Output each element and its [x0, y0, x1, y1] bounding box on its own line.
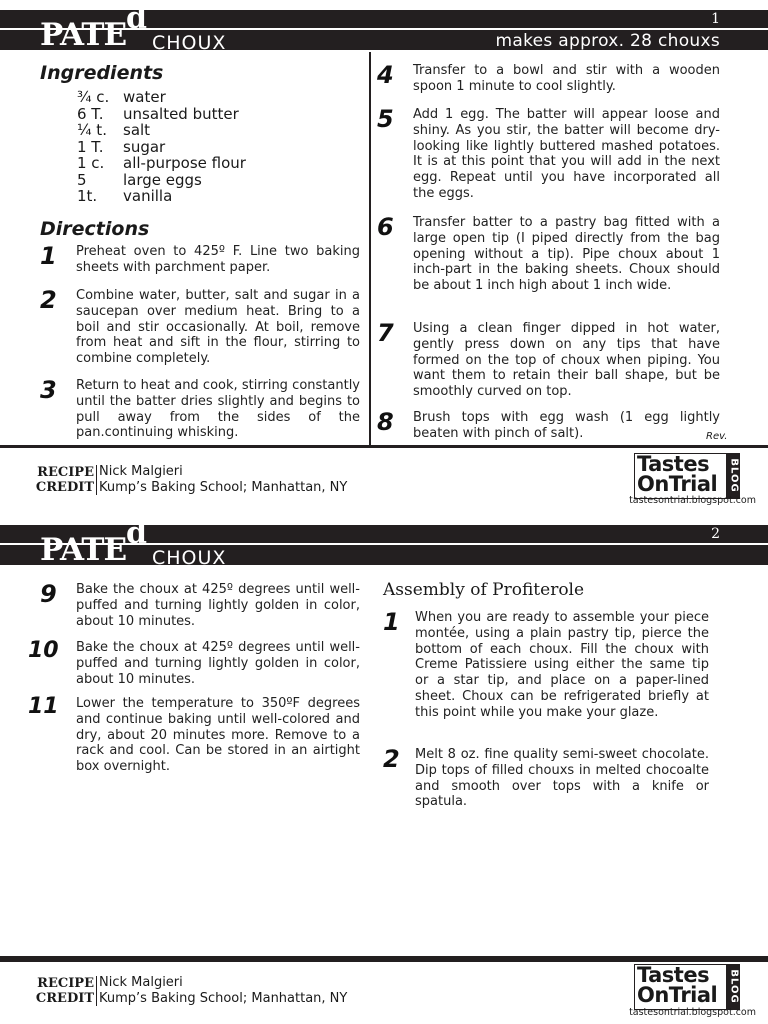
- step-number: 7: [377, 319, 394, 347]
- ingredient-item: unsalted butter: [123, 104, 239, 123]
- ingredient-qty: ¾ c.: [77, 88, 110, 106]
- ingredient-qty: 6 T.: [77, 104, 104, 123]
- step-number: 3: [40, 376, 57, 404]
- ingredient-qty: 1 c.: [77, 154, 105, 172]
- step-number: 4: [377, 61, 394, 89]
- credit-divider: [96, 976, 97, 1006]
- ingredient-item: large eggs: [123, 170, 202, 189]
- assembly-step: [383, 610, 709, 721]
- revision-note: Rev.: [706, 431, 728, 442]
- ingredient-item: salt: [123, 121, 151, 139]
- tastes-on-trial-logo: [634, 964, 740, 1010]
- step-text: Using a clean finger dipped in hot water, gently press down on any tips that have formed on the top of choux when piping. You want them to retain their ball shape, but be smoothly curved on top.: [413, 321, 720, 400]
- direction-step: [28, 640, 360, 687]
- ingredient-row: [77, 139, 246, 156]
- step-text: Brush tops with egg wash (1 egg lightly beaten with pinch of salt).: [413, 410, 720, 441]
- logo-blog-label: BLOG: [728, 458, 740, 493]
- logo-blog-tab: [726, 965, 740, 1009]
- step-number: 5: [377, 105, 394, 133]
- step-number: 9: [40, 580, 57, 608]
- step-number: 1: [40, 242, 57, 270]
- tastes-on-trial-logo: [634, 453, 740, 499]
- credit-label: [28, 976, 94, 1006]
- step-text: Combine water, butter, salt and sugar in a saucepan over medium heat. Bring to a boil and stir occasionally. At boil, remove from heat and sift in the flour, stirring to combine completely.: [76, 288, 360, 367]
- column-divider: [369, 52, 371, 446]
- footer-rule: [0, 445, 768, 448]
- credit-source: Kump’s Baking School; Manhattan, NY: [99, 991, 348, 1006]
- logo-line2: OnTrial: [637, 472, 718, 496]
- step-number: 11: [28, 694, 59, 719]
- direction-step: [377, 107, 720, 202]
- step-text: Bake the choux at 425º degrees until well-puffed and turning lightly golden in color, about 10 minutes.: [76, 582, 360, 629]
- assembly-heading: Assembly of Profiterole: [383, 580, 585, 600]
- step-text: Return to heat and cook, stirring constantly until the batter dries slightly and begins to pull away from the sides of the pan.continuing whisking.: [76, 378, 360, 441]
- page-number: 1: [711, 11, 720, 27]
- recipe-subtitle: CHOUX: [152, 32, 227, 54]
- step-text: When you are ready to assemble your piece montée, using a plain pastry tip, pierce the bottom of each choux. Fill the choux with Creme Patissiere using either the same tip or a star tip, and place on a paper-lined sheet. Choux can be refrigerated briefly at this point while you make your glaze.: [415, 610, 709, 720]
- assembly-step: [383, 747, 709, 810]
- ingredient-row: [77, 106, 246, 123]
- logo-line1: Tastes: [637, 452, 710, 476]
- step-number: 2: [40, 286, 57, 314]
- page-number-2: 2: [711, 526, 720, 542]
- logo-line1: Tastes: [637, 963, 710, 987]
- recipe-title: PATE: [40, 17, 127, 53]
- credit-label: [28, 465, 94, 495]
- ingredient-row: [77, 155, 246, 172]
- ingredient-row: [77, 172, 246, 189]
- ingredient-row: [77, 122, 246, 139]
- ingredient-row: [77, 188, 246, 205]
- direction-step: [377, 410, 720, 442]
- ingredient-row: [77, 89, 246, 106]
- ingredient-item: all-purpose flour: [123, 154, 246, 172]
- direction-step: [40, 244, 360, 276]
- credit-text: [99, 464, 347, 496]
- logo-blog-tab: [726, 454, 740, 498]
- direction-step: [40, 378, 360, 441]
- direction-step: [377, 63, 720, 95]
- direction-step: [40, 288, 360, 367]
- ingredient-qty: 1t.: [77, 187, 98, 205]
- step-text: Transfer batter to a pastry bag fitted with a large open tip (I piped directly from the bag opening without a tip). Pipe choux about 1 inch-part in the baking sheets. Choux should be about 1 inch high about 1 inch wide.: [413, 215, 720, 294]
- logo-text: [637, 454, 717, 494]
- blog-url[interactable]: tastesontrial.blogspot.com: [629, 1007, 756, 1018]
- credit-label-line2: CREDIT: [35, 991, 94, 1006]
- step-text: Bake the choux at 425º degrees until well-puffed and turning lightly golden in color, about 10 minutes.: [76, 640, 360, 687]
- recipe-yield: makes approx. 28 chouxs: [495, 31, 720, 51]
- credit-source: Kump’s Baking School; Manhattan, NY: [99, 480, 348, 495]
- direction-step: [28, 696, 360, 775]
- credit-name: Nick Malgieri: [99, 464, 183, 479]
- step-number: 8: [377, 408, 394, 436]
- ingredient-item: vanilla: [123, 187, 173, 205]
- step-number: 1: [383, 608, 400, 636]
- ingredient-qty: ¼ t.: [77, 121, 107, 139]
- ingredient-item: sugar: [123, 137, 166, 156]
- ingredient-qty: 5: [77, 170, 87, 189]
- direction-step: [40, 582, 360, 629]
- logo-line2: OnTrial: [637, 983, 718, 1007]
- ingredients-heading: Ingredients: [40, 62, 164, 84]
- step-number: 2: [383, 745, 400, 773]
- direction-step: [377, 321, 720, 400]
- footer-rule-2: [0, 956, 768, 962]
- credit-label-line2: CREDIT: [35, 480, 94, 495]
- ingredient-qty: 1 T.: [77, 137, 104, 156]
- credit-text: [99, 975, 347, 1007]
- credit-divider: [96, 465, 97, 495]
- step-text: Lower the temperature to 350ºF degrees and continue baking until well-colored and dry, about 20 minutes more. Remove to a rack and cool. Can be stored in an airtight box overnight.: [76, 696, 360, 775]
- ingredients-list: [77, 89, 246, 205]
- step-text: Melt 8 oz. fine quality semi-sweet chocolate. Dip tops of filled chouxs in melted chocoalte and smooth over tops with a knife or spatula.: [415, 747, 709, 810]
- ingredient-item: water: [123, 88, 166, 106]
- logo-text: [637, 965, 717, 1005]
- directions-heading: Directions: [40, 218, 150, 240]
- credit-name: Nick Malgieri: [99, 975, 183, 990]
- logo-blog-label: BLOG: [728, 969, 740, 1004]
- recipe-title-2: PATE: [40, 532, 127, 568]
- recipe-subtitle-2: CHOUX: [152, 547, 227, 569]
- step-text: Transfer to a bowl and stir with a wooden spoon 1 minute to cool slightly.: [413, 63, 720, 94]
- blog-url[interactable]: tastesontrial.blogspot.com: [629, 495, 756, 506]
- direction-step: [377, 215, 720, 294]
- recipe-title-d-2: d: [126, 516, 147, 551]
- step-text: Preheat oven to 425º F. Line two baking sheets with parchment paper.: [76, 244, 360, 275]
- step-text: Add 1 egg. The batter will appear loose and shiny. As you stir, the batter will become dry-looking like lightly buttered mashed potatoes. It is at this point that you will add in the next egg. Repeat until you have incorporated all the eggs.: [413, 107, 720, 201]
- credit-label-line1: RECIPE: [37, 465, 94, 480]
- step-number: 10: [28, 638, 59, 663]
- step-number: 6: [377, 213, 394, 241]
- credit-label-line1: RECIPE: [37, 976, 94, 991]
- recipe-title-d: d: [126, 1, 147, 36]
